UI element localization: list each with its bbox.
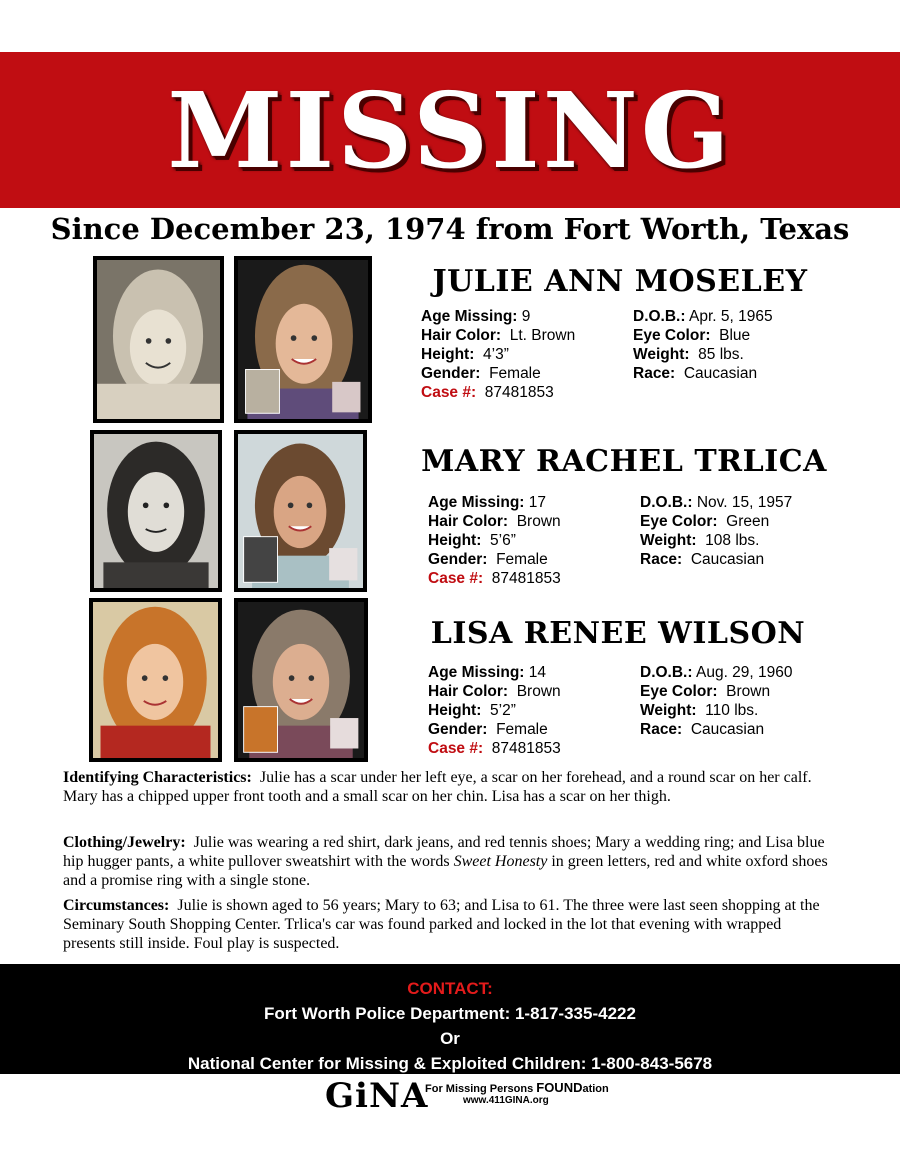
mary-childhood-photo bbox=[90, 430, 222, 592]
missing-banner bbox=[0, 52, 900, 208]
clothing-italic-text: Sweet Honesty bbox=[453, 853, 548, 870]
footer bbox=[0, 1074, 900, 1114]
identifying-characteristics bbox=[63, 768, 833, 806]
person-facts-lisa bbox=[428, 663, 852, 758]
weight-value: 110 lbs. bbox=[705, 702, 759, 719]
clothing-text-end: in green letters, red and white oxford shoes and a promise ring with a single stone. bbox=[63, 853, 828, 889]
hair-value: Brown bbox=[516, 513, 561, 530]
eye-value: Blue bbox=[719, 327, 751, 344]
identifying-label: Identifying Characteristics: bbox=[63, 769, 252, 786]
person-facts-julie bbox=[421, 307, 845, 402]
eye-label: Eye Color: bbox=[633, 327, 711, 344]
age-label: Age Missing: bbox=[421, 308, 518, 325]
weight-label: Weight: bbox=[640, 532, 697, 549]
dob-value: Aug. 29, 1960 bbox=[695, 664, 793, 681]
age-value: 17 bbox=[528, 494, 547, 511]
tagline-c: ation bbox=[582, 1083, 609, 1095]
race-label: Race: bbox=[640, 551, 683, 568]
dob-value: Apr. 5, 1965 bbox=[688, 308, 773, 325]
case-label: Case #: bbox=[421, 384, 477, 401]
height-value: 5’2” bbox=[490, 702, 516, 719]
gina-url: www.411GINA.org bbox=[463, 1095, 549, 1106]
hair-label: Hair Color: bbox=[421, 327, 502, 344]
race-value: Caucasian bbox=[683, 365, 758, 382]
contact-box bbox=[0, 964, 900, 1074]
dob-label: D.O.B.: bbox=[640, 664, 693, 681]
contact-or: Or bbox=[440, 1029, 460, 1048]
case-value: 87481853 bbox=[484, 384, 554, 401]
dob-value: Nov. 15, 1957 bbox=[696, 494, 793, 511]
weight-value: 108 lbs. bbox=[705, 532, 760, 549]
person-name-mary: MARY RACHEL TRLICA bbox=[421, 444, 827, 479]
person-facts-mary bbox=[428, 493, 852, 588]
contact-police: Fort Worth Police Department: 1-817-335-4222 bbox=[264, 1004, 636, 1023]
race-value: Caucasian bbox=[690, 551, 765, 568]
race-value: Caucasian bbox=[690, 721, 765, 738]
dob-label: D.O.B.: bbox=[633, 308, 686, 325]
age-value: 9 bbox=[521, 308, 531, 325]
clothing-label: Clothing/Jewelry: bbox=[63, 834, 186, 851]
circumstances-label: Circumstances: bbox=[63, 897, 170, 914]
gina-tagline bbox=[425, 1082, 609, 1107]
case-value: 87481853 bbox=[491, 570, 561, 587]
race-label: Race: bbox=[633, 365, 676, 382]
clothing-jewelry bbox=[63, 833, 833, 890]
circumstances bbox=[63, 896, 833, 953]
hair-label: Hair Color: bbox=[428, 513, 509, 530]
tagline-b: FOUND bbox=[536, 1080, 583, 1095]
gender-value: Female bbox=[489, 365, 541, 382]
gender-value: Female bbox=[496, 551, 548, 568]
clothing-text: Julie was wearing a red shirt, dark jeans, and red tennis shoes; Mary a wedding ring; and Lisa blue hip hugger pants, a white pullover sweatshirt with the words bbox=[63, 834, 825, 870]
height-label: Height: bbox=[428, 532, 482, 549]
circumstances-text: Julie is shown aged to 56 years; Mary to 63; and Lisa to 61. The three were last seen shopping at the Seminary South Shopping Center. Trlica's car was found parked and locked in the lot that evening with wrapped presents still inside. Foul play is suspected. bbox=[63, 897, 820, 952]
weight-label: Weight: bbox=[633, 346, 690, 363]
case-value: 87481853 bbox=[491, 740, 561, 757]
case-label: Case #: bbox=[428, 570, 484, 587]
contact-ncmec: National Center for Missing & Exploited Children: 1-800-843-5678 bbox=[187, 1054, 713, 1073]
tagline-a: For Missing Persons bbox=[425, 1083, 537, 1095]
eye-value: Brown bbox=[726, 683, 771, 700]
lisa-childhood-photo bbox=[89, 598, 222, 762]
case-label: Case #: bbox=[428, 740, 484, 757]
mary-age-progression-photo bbox=[234, 430, 367, 592]
julie-age-progression-photo bbox=[234, 256, 372, 423]
julie-childhood-photo bbox=[93, 256, 224, 423]
age-value: 14 bbox=[528, 664, 547, 681]
height-value: 4’3” bbox=[483, 346, 509, 363]
identifying-text: Julie has a scar under her left eye, a scar on her forehead, and a round scar on her calf. Mary has a chipped upper front tooth and a small scar on her chin. Lisa has a scar on her thigh. bbox=[63, 769, 812, 805]
race-label: Race: bbox=[640, 721, 683, 738]
eye-value: Green bbox=[726, 513, 770, 530]
gina-logo: GiNA bbox=[325, 1076, 429, 1116]
contact-heading: CONTACT: bbox=[407, 979, 493, 998]
page-subtitle: Since December 23, 1974 from Fort Worth, Texas bbox=[50, 212, 850, 246]
age-label: Age Missing: bbox=[428, 494, 525, 511]
height-label: Height: bbox=[421, 346, 475, 363]
height-label: Height: bbox=[428, 702, 482, 719]
age-label: Age Missing: bbox=[428, 664, 525, 681]
gender-value: Female bbox=[496, 721, 548, 738]
height-value: 5’6” bbox=[490, 532, 516, 549]
eye-label: Eye Color: bbox=[640, 683, 718, 700]
lisa-age-progression-photo bbox=[234, 598, 368, 762]
page-title: MISSING bbox=[167, 68, 733, 192]
gender-label: Gender: bbox=[428, 721, 488, 738]
person-name-julie: JULIE ANN MOSELEY bbox=[432, 264, 808, 299]
weight-value: 85 lbs. bbox=[698, 346, 744, 363]
person-name-lisa: LISA RENEE WILSON bbox=[430, 616, 806, 651]
hair-label: Hair Color: bbox=[428, 683, 509, 700]
hair-value: Lt. Brown bbox=[509, 327, 576, 344]
hair-value: Brown bbox=[516, 683, 561, 700]
weight-label: Weight: bbox=[640, 702, 697, 719]
eye-label: Eye Color: bbox=[640, 513, 718, 530]
dob-label: D.O.B.: bbox=[640, 494, 693, 511]
gender-label: Gender: bbox=[421, 365, 481, 382]
gender-label: Gender: bbox=[428, 551, 488, 568]
